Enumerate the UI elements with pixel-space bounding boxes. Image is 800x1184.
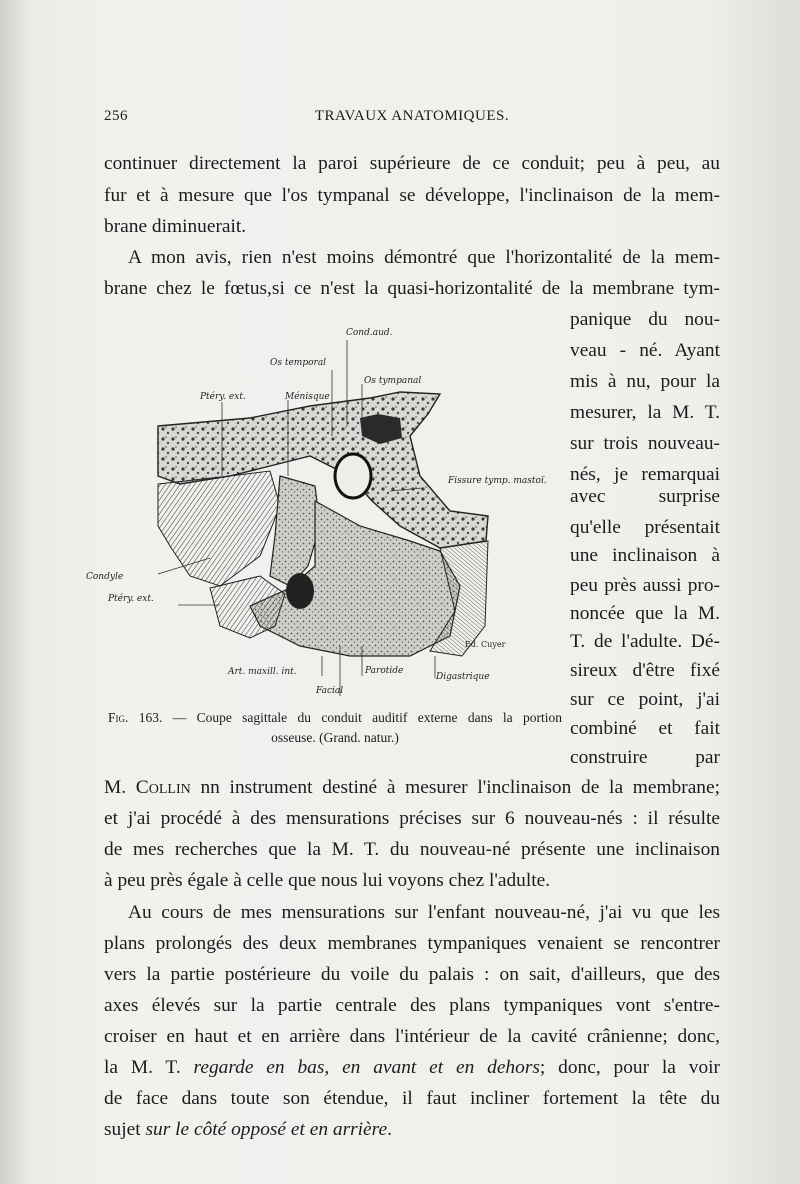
text-line: sireux d'être fixé	[570, 660, 720, 681]
label-ptery-ext-left: Ptéry. ext.	[108, 594, 154, 604]
anatomical-figure	[86, 326, 555, 704]
text-line: construire par	[570, 747, 720, 768]
text-line: de mes recherches que la M. T. du nouveau-né présente une inclinaison	[104, 839, 720, 860]
text-line: peu près aussi pro-	[570, 575, 720, 596]
figure-number: Fig. 163.	[108, 710, 163, 725]
italic-phrase: sur le côté opposé et en arrière	[145, 1119, 388, 1140]
text-line: la M. T. regarde en bas, en avant et en dehors; donc, pour la voir	[104, 1057, 720, 1078]
running-header	[104, 108, 720, 130]
text-line: T. de l'adulte. Dé-	[570, 631, 720, 652]
italic-phrase: regarde en bas, en avant et en dehors	[193, 1057, 540, 1078]
label-art-maxill: Art. maxill. int.	[228, 667, 297, 677]
engraver-signature: Ed. Cuyer	[465, 640, 506, 649]
label-fissure: Fissure tymp. mastoï.	[448, 476, 547, 486]
text-line: continuer directement la paroi supérieure de ce conduit; peu à peu, au	[104, 153, 720, 174]
text-line: panique du nou-	[570, 309, 720, 330]
text-line: noncée que la M.	[570, 603, 720, 624]
text-line: brane diminuerait.	[104, 216, 247, 237]
ear-canal-shape	[335, 454, 371, 498]
person-name: M. Collin	[104, 777, 191, 798]
text-line: croiser en haut et en arrière dans l'intérieur de la cavité crânienne; donc,	[104, 1026, 720, 1047]
text-line: de face dans toute son étendue, il faut incliner fortement la tête du	[104, 1088, 720, 1109]
text-line: M. Collin nn instrument destiné à mesurer l'inclinaison de la membrane;	[104, 777, 720, 798]
label-os-temporal: Os temporal	[270, 358, 327, 368]
text-line: à peu près égale à celle que nous lui voyons chez l'adulte.	[104, 870, 551, 891]
label-digastrique: Digastrique	[436, 672, 490, 682]
label-cond-aud: Cond.aud.	[346, 328, 393, 338]
text-line: sur ce point, j'ai	[570, 689, 720, 710]
text-line: vers la partie postérieure du voile du palais : on sait, d'ailleurs, que des	[104, 964, 720, 985]
page-number: 256	[104, 108, 128, 124]
figure-caption: Fig. 163. — Coupe sagittale du conduit auditif externe dans la portion osseuse. (Grand. natur.)	[108, 710, 563, 745]
artery-shape	[286, 573, 314, 609]
text-line: et j'ai procédé à des mensurations précises sur 6 nouveau-nés : il résulte	[104, 808, 720, 829]
running-title: TRAVAUX ANATOMIQUES.	[314, 108, 510, 124]
label-os-tympanal: Os tympanal	[364, 376, 422, 386]
text-line: sur trois nouveau-	[570, 433, 720, 454]
text-line: axes élevés sur la partie centrale des plans tympaniques vont s'entre-	[104, 995, 720, 1016]
text-line: combiné et fait	[570, 718, 720, 739]
text-line: A mon avis, rien n'est moins démontré que l'horizontalité de la mem-	[128, 247, 720, 268]
label-ptery-ext-top: Ptéry. ext.	[200, 392, 246, 402]
text-line: sujet sur le côté opposé et en arrière.	[104, 1119, 392, 1140]
text-line: Au cours de mes mensurations sur l'enfant nouveau-né, j'ai vu que les	[128, 902, 720, 923]
label-facial: Facial	[316, 686, 344, 696]
text-line: plans prolongés des deux membranes tympaniques venaient se rencontrer	[104, 933, 720, 954]
text-line: mis à nu, pour la	[570, 371, 720, 392]
text-line: qu'elle présentait	[570, 517, 720, 538]
text-line: une inclinaison à	[570, 545, 720, 566]
text-line: veau - né. Ayant	[570, 340, 720, 361]
text-line: avec surprise	[570, 486, 720, 507]
text-line: nés, je remarquai	[570, 464, 720, 485]
text-line: fur et à mesure que l'os tympanal se développe, l'inclinaison de la mem-	[104, 185, 720, 206]
label-parotide: Parotide	[365, 666, 404, 676]
text-line: brane chez le fœtus,si ce n'est la quasi-horizontalité de la membrane tym-	[104, 278, 720, 299]
text-line: mesurer, la M. T.	[570, 402, 720, 423]
label-condyle: Condyle	[86, 572, 124, 582]
label-menisque: Ménisque	[285, 392, 330, 402]
